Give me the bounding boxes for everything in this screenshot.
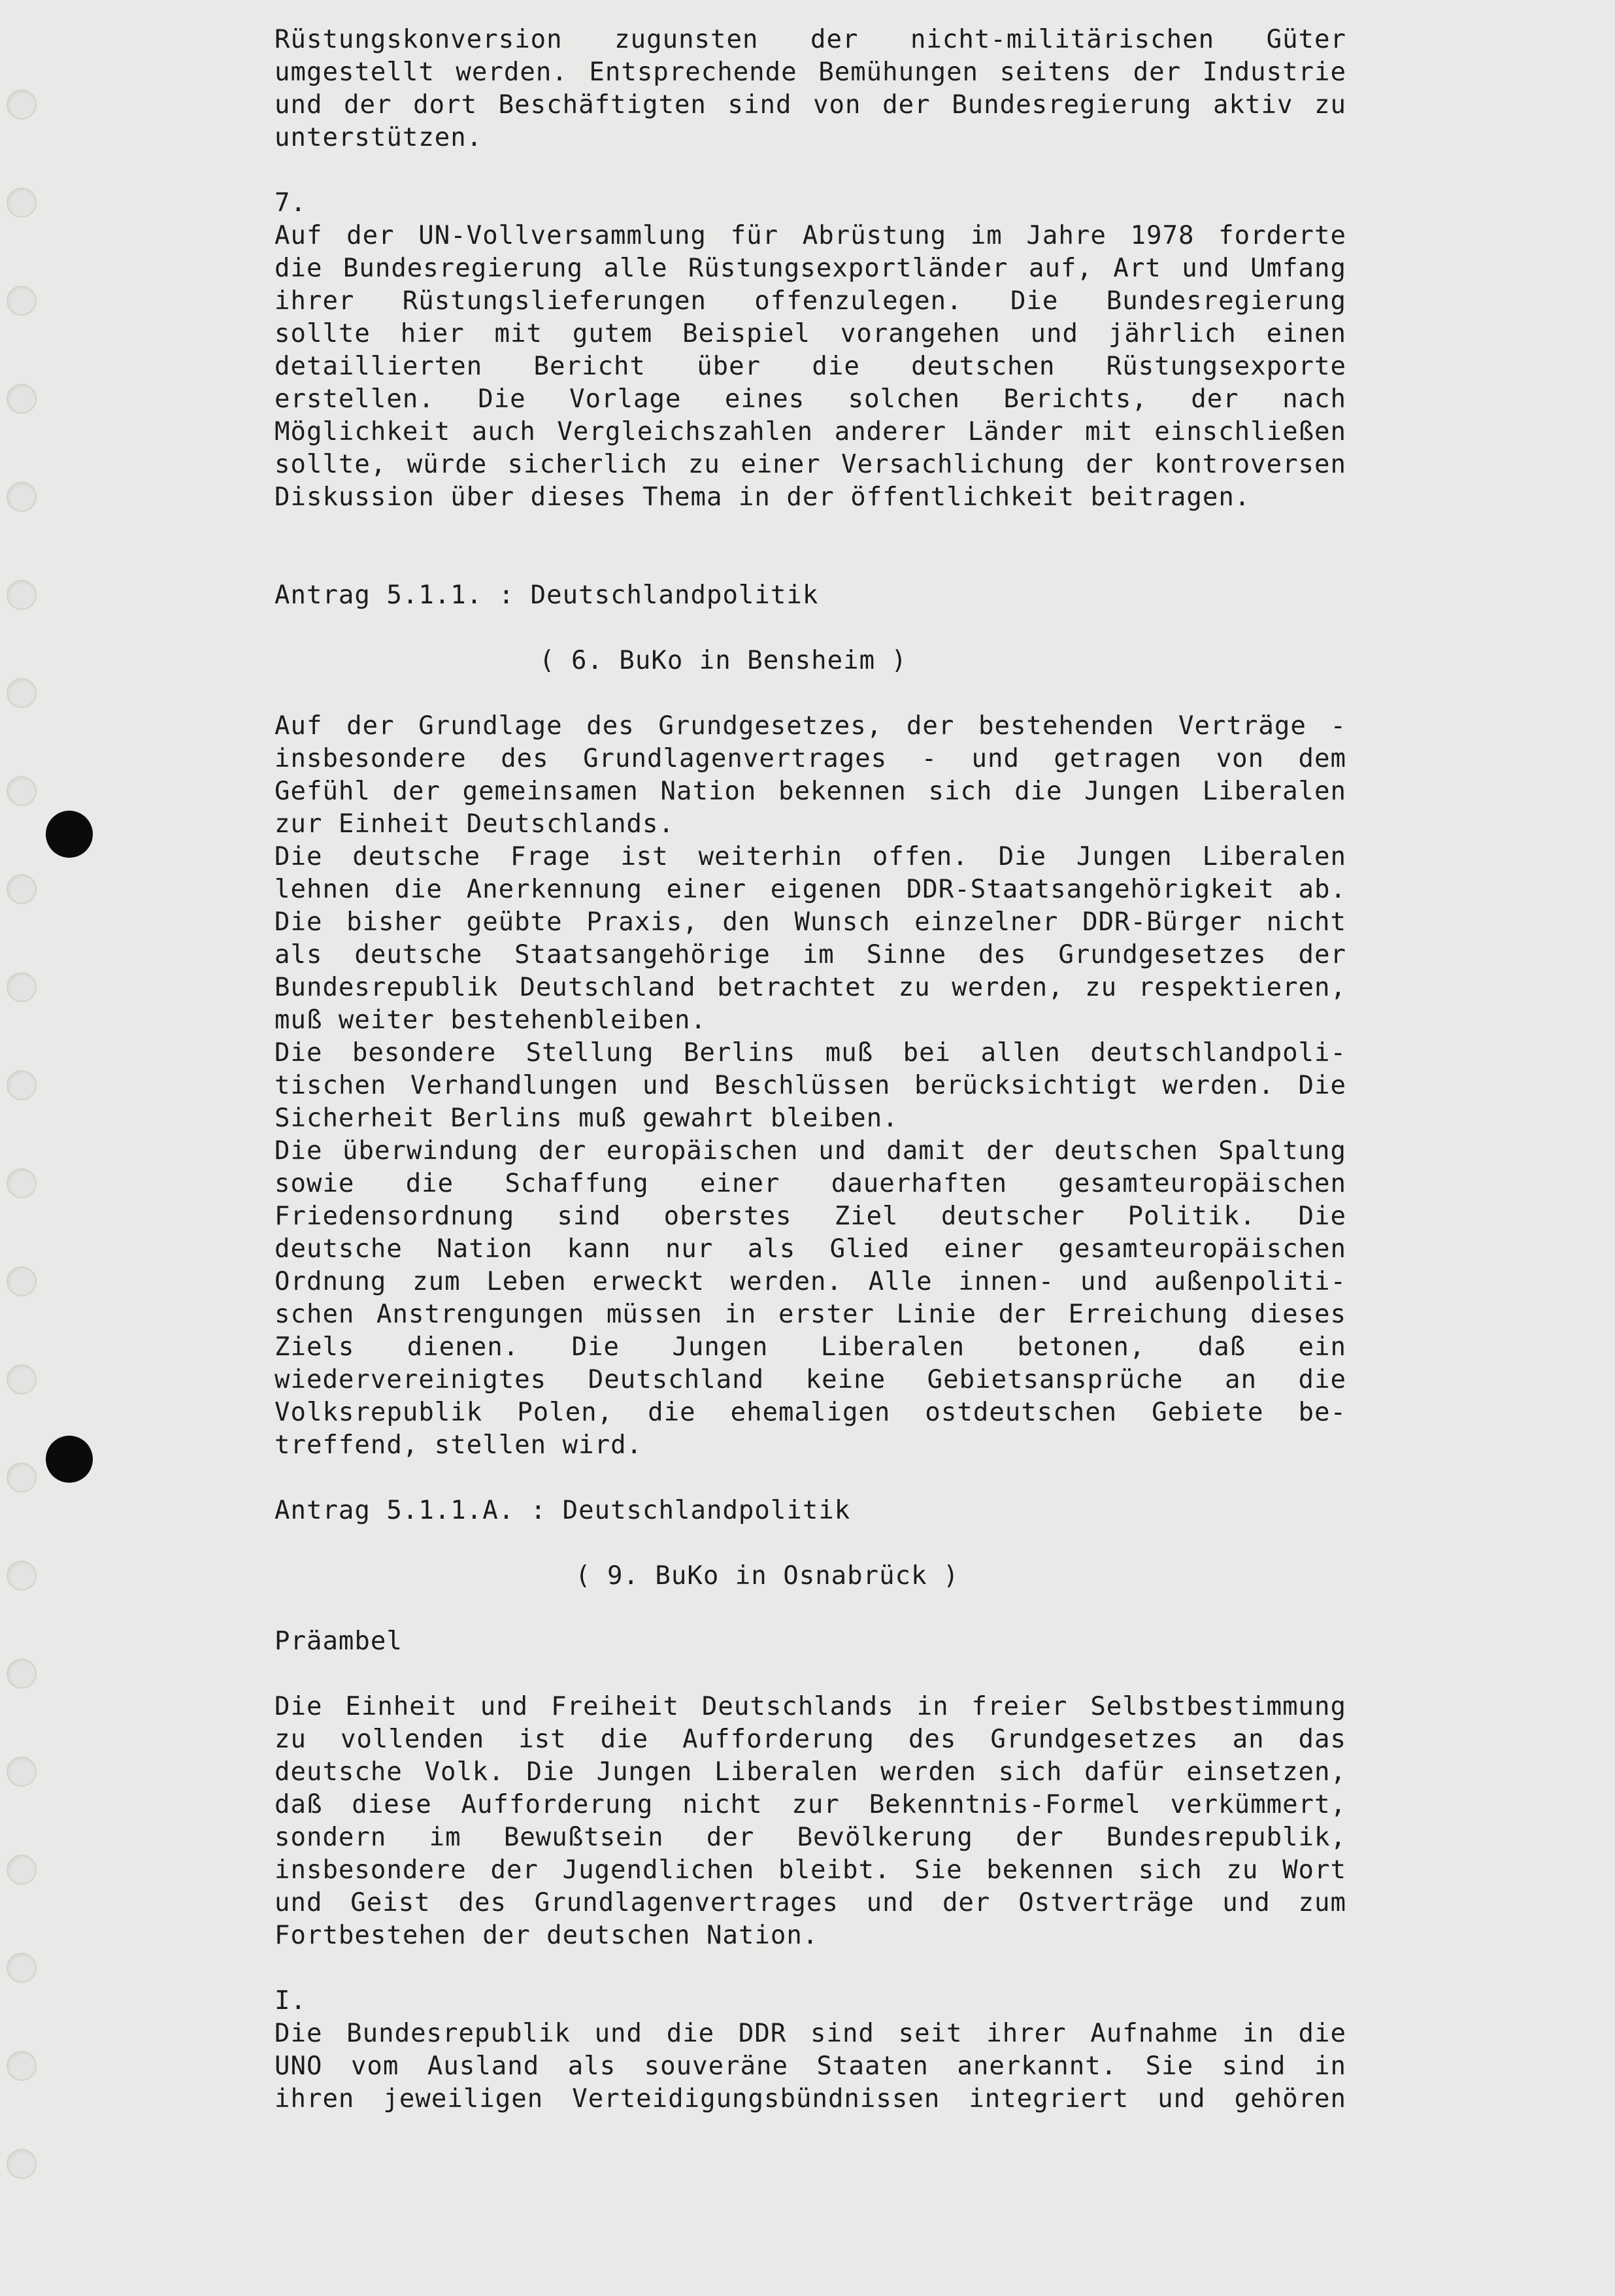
- text-line: sowie die Schaffung einer dauerhaften gesamteuropäischen: [275, 1169, 1346, 1198]
- text-line: deutsche Nation kann nur als Glied einer gesamteuropäischen: [275, 1234, 1346, 1264]
- text-line: ihren jeweiligen Verteidigungsbündnissen integriert und gehören: [275, 2084, 1346, 2114]
- text-line: daß diese Aufforderung nicht zur Bekenntnis-Formel verkümmert,: [275, 1790, 1346, 1819]
- text-line: detaillierten Bericht über die deutschen Rüstungsexporte: [275, 352, 1346, 381]
- text-line: Auf der UN-Vollversammlung für Abrüstung im Jahre 1978 forderte: [275, 221, 1346, 250]
- antrag-5-1-1: [275, 579, 1346, 1462]
- text-line: Friedensordnung sind oberstes Ziel deutscher Politik. Die: [275, 1202, 1346, 1231]
- antrag-heading: Antrag 5.1.1. : Deutschlandpolitik: [275, 581, 819, 610]
- text-line: UNO vom Ausland als souveräne Staaten anerkannt. Sie sind in: [275, 2051, 1346, 2081]
- binder-hole: [7, 1757, 37, 1787]
- binder-hole: [7, 972, 37, 1002]
- binder-hole: [7, 188, 37, 218]
- text-line: erstellen. Die Vorlage eines solchen Berichts, der nach: [275, 384, 1346, 414]
- binder-hole: [7, 1561, 37, 1591]
- text-line: Möglichkeit auch Vergleichszahlen anderer Länder mit einschließen: [275, 417, 1346, 447]
- antrag-heading: Antrag 5.1.1.A. : Deutschlandpolitik: [275, 1496, 851, 1525]
- antrag-subheading: ( 9. BuKo in Osnabrück ): [575, 1561, 959, 1591]
- text-line: Die überwindung der europäischen und damit der deutschen Spaltung: [275, 1136, 1346, 1166]
- text-line: Gefühl der gemeinsamen Nation bekennen sich die Jungen Liberalen: [275, 777, 1346, 806]
- paragraph-continuation: [275, 24, 1346, 154]
- text-line: lehnen die Anerkennung einer eigenen DDR-Staatsangehörigkeit ab.: [275, 875, 1346, 904]
- binder-hole: [7, 286, 37, 316]
- praeambel-label: Präambel: [275, 1627, 403, 1656]
- text-line: insbesondere der Jugendlichen bleibt. Sie bekennen sich zu Wort: [275, 1855, 1346, 1885]
- binder-hole: [7, 1855, 37, 1885]
- binder-hole: [7, 384, 37, 414]
- text-line: Ziels dienen. Die Jungen Liberalen betonen, daß ein: [275, 1332, 1346, 1362]
- binder-hole: [7, 678, 37, 708]
- text-line: Rüstungskonversion zugunsten der nicht-militärischen Güter: [275, 25, 1346, 54]
- text-line: deutsche Volk. Die Jungen Liberalen werden sich dafür einsetzen,: [275, 1757, 1346, 1787]
- text-line: unterstützen.: [275, 123, 483, 152]
- text-line: Bundesrepublik Deutschland betrachtet zu werden, zu respektieren,: [275, 973, 1346, 1002]
- text-line: Die besondere Stellung Berlins muß bei allen deutschlandpoli-: [275, 1038, 1346, 1068]
- text-line: schen Anstrengungen müssen in erster Linie der Erreichung dieses: [275, 1300, 1346, 1329]
- binder-hole: [7, 580, 37, 610]
- text-line: die Bundesregierung alle Rüstungsexportländer auf, Art und Umfang: [275, 254, 1346, 283]
- binder-hole: [7, 90, 37, 120]
- text-line: sondern im Bewußtsein der Bevölkerung der Bundesrepublik,: [275, 1823, 1346, 1852]
- section-number: I.: [275, 1986, 307, 2016]
- point-7: [275, 187, 1346, 514]
- binder-hole: [7, 2149, 37, 2179]
- text-line: Die Bundesrepublik und die DDR sind seit ihrer Aufnahme in die: [275, 2019, 1346, 2048]
- binder-hole: [7, 874, 37, 904]
- binder-hole: [7, 1168, 37, 1198]
- antrag-subheading: ( 6. BuKo in Bensheim ): [539, 646, 908, 675]
- text-line: umgestellt werden. Entsprechende Bemühungen seitens der Industrie: [275, 58, 1346, 87]
- text-line: und Geist des Grundlagenvertrages und der Ostverträge und zum: [275, 1888, 1346, 1917]
- text-line: als deutsche Staatsangehörige im Sinne des Grundgesetzes der: [275, 940, 1346, 970]
- text-line: Fortbestehen der deutschen Nation.: [275, 1921, 819, 1950]
- binder-hole: [7, 1953, 37, 1983]
- text-line: sollte hier mit gutem Beispiel vorangehen und jährlich einen: [275, 319, 1346, 348]
- binder-hole: [7, 1659, 37, 1689]
- antrag-5-1-1-a: [275, 1494, 1346, 2116]
- text-line: Sicherheit Berlins muß gewahrt bleiben.: [275, 1104, 899, 1133]
- text-line: Die Einheit und Freiheit Deutschlands in freier Selbstbestimmung: [275, 1692, 1346, 1721]
- text-line: zur Einheit Deutschlands.: [275, 809, 674, 839]
- binder-hole: [7, 776, 37, 806]
- text-line: Volksrepublik Polen, die ehemaligen ostdeutschen Gebiete be-: [275, 1398, 1346, 1427]
- binder-hole: [7, 1070, 37, 1100]
- text-line: Ordnung zum Leben erweckt werden. Alle innen- und außenpoliti-: [275, 1267, 1346, 1296]
- text-line: Auf der Grundlage des Grundgesetzes, der bestehenden Verträge -: [275, 711, 1346, 741]
- text-line: und der dort Beschäftigten sind von der Bundesregierung aktiv zu: [275, 90, 1346, 120]
- text-line: sollte, würde sicherlich zu einer Versachlichung der kontroversen: [275, 450, 1346, 479]
- binder-hole: [7, 2051, 37, 2081]
- text-line: Die bisher geübte Praxis, den Wunsch einzelner DDR-Bürger nicht: [275, 907, 1346, 937]
- text-line: insbesondere des Grundlagenvertrages - und getragen von dem: [275, 744, 1346, 773]
- binder-hole: [7, 1364, 37, 1394]
- binder-hole: [7, 1462, 37, 1493]
- point-number: 7.: [275, 188, 307, 218]
- text-line: muß weiter bestehenbleiben.: [275, 1005, 707, 1035]
- text-line: treffend, stellen wird.: [275, 1430, 643, 1460]
- text-line: zu vollenden ist die Aufforderung des Grundgesetzes an das: [275, 1725, 1346, 1754]
- text-line: tischen Verhandlungen und Beschlüssen berücksichtigt werden. Die: [275, 1071, 1346, 1100]
- punch-hole-upper: [46, 811, 93, 858]
- typewritten-text: [275, 24, 1346, 2116]
- binder-hole: [7, 1266, 37, 1296]
- punch-hole-lower: [46, 1436, 93, 1483]
- text-line: Die deutsche Frage ist weiterhin offen. Die Jungen Liberalen: [275, 842, 1346, 871]
- text-line: Diskussion über dieses Thema in der öffentlichkeit beitragen.: [275, 482, 1251, 512]
- text-line: ihrer Rüstungslieferungen offenzulegen. Die Bundesregierung: [275, 286, 1346, 316]
- text-line: wiedervereinigtes Deutschland keine Gebietsansprüche an die: [275, 1365, 1346, 1394]
- binder-hole: [7, 482, 37, 512]
